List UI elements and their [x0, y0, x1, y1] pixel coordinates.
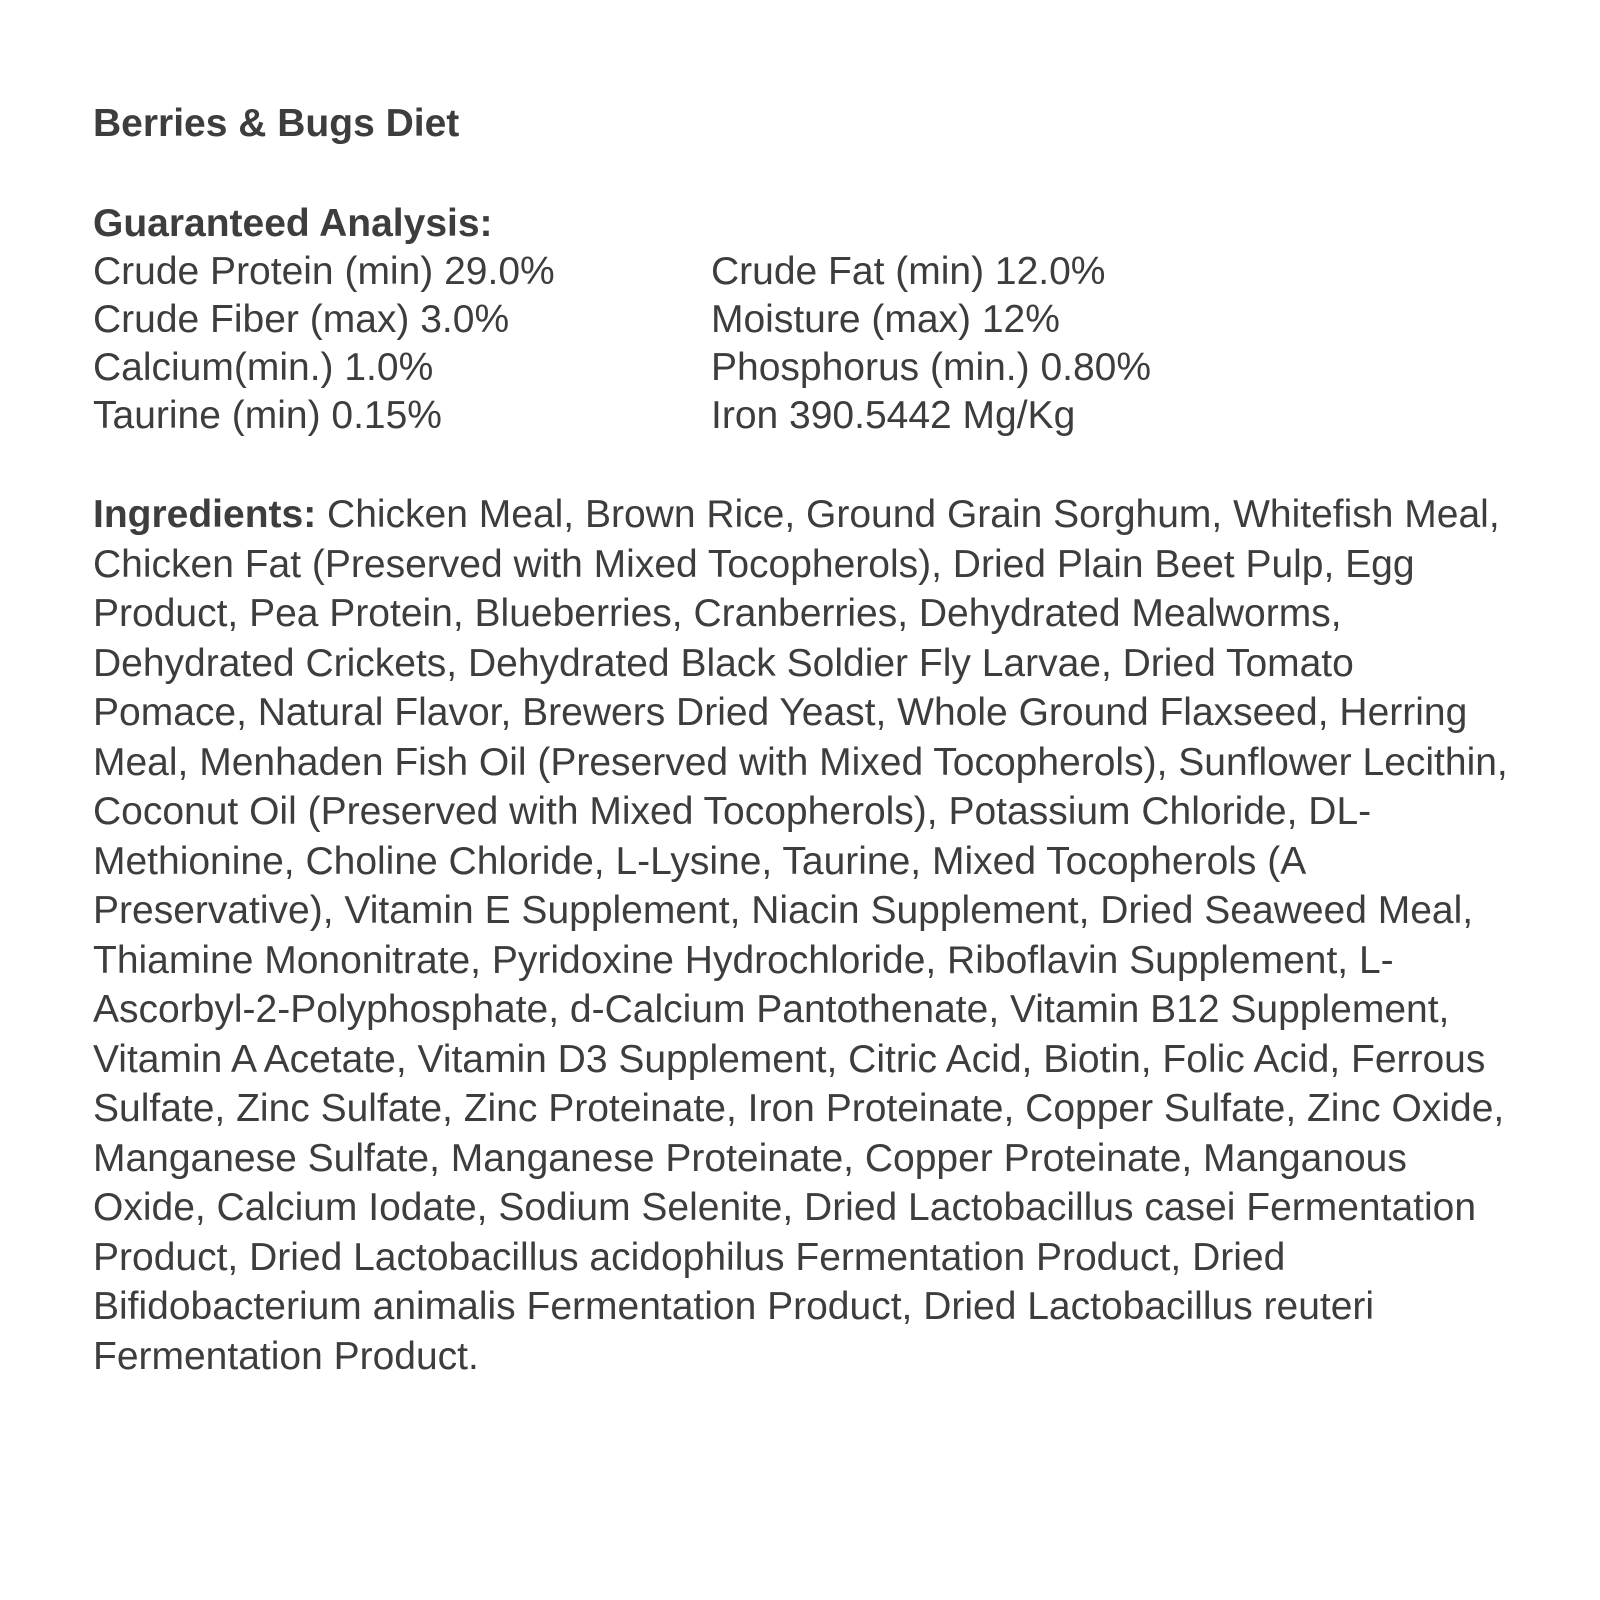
guaranteed-analysis-heading: Guaranteed Analysis:: [93, 202, 493, 245]
product-title: Berries & Bugs Diet: [93, 102, 460, 145]
analysis-value: Iron 390.5442 Mg/Kg: [711, 394, 1076, 437]
analysis-value: Calcium(min.) 1.0%: [93, 346, 434, 389]
ingredients-list: Chicken Meal, Brown Rice, Ground Grain Sorghum, Whitefish Meal, Chicken Fat (Preserved with Mixed Tocopherols), Dried Plain Beet Pulp, Egg Product, Pea Protein, Blueberries, Cranberries, Dehydrated Mealworms, Dehydrated Crickets, Dehydrated Black Soldier Fly Larvae, Dried Tomato Pomace, Natural Flavor, Brewers Dried Yeast, Whole Ground Flaxseed, Herring Meal, Menhaden Fish Oil (Preserved with Mixed Tocopherols), Sunflower Lecithin, Coconut Oil (Preserved with Mixed Tocopherols), Potassium Chloride, DL-Methionine, Choline Chloride, L-Lysine, Taurine, Mixed Tocopherols (A Preservative), Vitamin E Supplement, Niacin Supplement, Dried Seaweed Meal, Thiamine Mononitrate, Pyridoxine Hydrochloride, Riboflavin Supplement, L-Ascorbyl-2-Polyphosphate, d-Calcium Pantothenate, Vitamin B12 Supplement, Vitamin A Acetate, Vitamin D3 Supplement, Citric Acid, Biotin, Folic Acid, Ferrous Sulfate, Zinc Sulfate, Zinc Proteinate, Iron Proteinate, Copper Sulfate, Zinc Oxide, Manganese Sulfate, Manganese Proteinate, Copper Proteinate, Manganous Oxide, Calcium Iodate, Sodium Selenite, Dried Lactobacillus casei Fermentation Product, Dried Lactobacillus acidophilus Fermentation Product, Dried Bifidobacterium animalis Fermentation Product, Dried Lactobacillus reuteri Fermentation Product.: [93, 493, 1508, 1378]
analysis-value: Crude Fat (min) 12.0%: [711, 250, 1106, 293]
ingredients-paragraph: [93, 490, 1513, 1381]
product-label-document: [93, 100, 1513, 1381]
analysis-value: Crude Fiber (max) 3.0%: [93, 298, 510, 341]
analysis-value: Taurine (min) 0.15%: [93, 394, 442, 437]
analysis-value: Crude Protein (min) 29.0%: [93, 250, 555, 293]
ingredients-label: Ingredients:: [93, 493, 317, 536]
analysis-value: Phosphorus (min.) 0.80%: [711, 346, 1152, 389]
analysis-value: Moisture (max) 12%: [711, 298, 1060, 341]
guaranteed-analysis-table: [93, 248, 1513, 440]
